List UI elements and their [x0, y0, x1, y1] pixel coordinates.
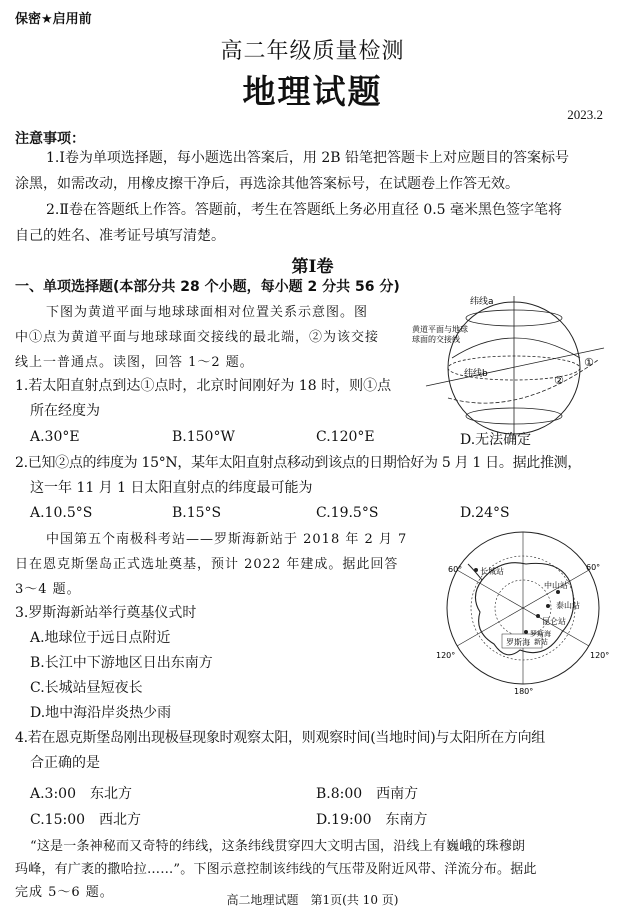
q4-option-c[interactable]: C.15:00 西北方: [30, 812, 142, 828]
q3-option-d[interactable]: D.地中海沿岸炎热少雨: [30, 705, 172, 721]
q1-line2: 所在经度为: [30, 403, 100, 419]
q4-line2: 合正确的是: [30, 755, 100, 771]
ross-sea-label: 罗斯海: [506, 638, 530, 647]
lon-180: 180°: [514, 687, 534, 696]
lon-60e: 60°: [586, 563, 601, 572]
q1-line1: 1.若太阳直射点到达①点时，北京时间刚好为 18 时，则①点: [15, 378, 392, 394]
notes-item2-line2: 自己的姓名、准考证号填写清楚。: [15, 228, 225, 244]
notes-item2-line1: 2.Ⅱ卷在答题纸上作答。答题前，考生在答题纸上务必用直径 0.5 毫米黑色签字笔将: [46, 202, 563, 218]
q3-option-a[interactable]: A.地球位于远日点附近: [30, 630, 171, 646]
notes-item1-line2: 涂黑，如需改动，用橡皮擦干净后，再选涂其他答案标号，在试题卷上作答无效。: [15, 176, 519, 192]
group3-stem-line2: 玛峰，有广袤的撒哈拉……”。下图示意控制该纬线的气压带及附近风带、洋流分布。据此: [15, 862, 537, 877]
great-wall-station: 长城站: [480, 567, 504, 576]
q1-option-b[interactable]: B.150°W: [172, 429, 235, 445]
part-heading: 一、单项选择题(本部分共 28 个小题，每小题 2 分共 56 分): [15, 279, 400, 295]
lon-60w: 60°: [448, 565, 463, 574]
exam-date: 2023.2: [567, 107, 603, 122]
q1-option-d[interactable]: D.无法确定: [460, 432, 532, 448]
exam-subtitle: 高二年级质量检测: [220, 39, 405, 64]
exam-title: 地理试题: [242, 72, 383, 111]
q1-option-c[interactable]: C.120°E: [316, 429, 375, 445]
group2-stem-line2: 日在恩克斯堡岛正式选址奠基，预计 2022 年建成。据此回答: [15, 557, 399, 572]
q2-option-b[interactable]: B.15°S: [172, 505, 222, 521]
notes-item1-line1: 1.Ⅰ卷为单项选择题，每小题选出答案后，用 2B 铅笔把答题卡上对应题目的答案标号: [46, 150, 569, 166]
intersect-label-line2: 球面的交接线: [412, 335, 460, 344]
zhongshan-station: 中山站: [544, 581, 568, 590]
group2-stem-line3: 3～4 题。: [15, 582, 81, 597]
group2-stem-line1: 中国第五个南极科考站——罗斯海新站于 2018 年 2 月 7: [46, 532, 408, 547]
group1-stem-line2: 中①点为黄道平面与地球球面交接线的最北端，②为该交接: [15, 330, 380, 345]
point2-label: ②: [554, 374, 564, 387]
group3-stem-line1: “这是一条神秘而又奇特的纬线，这条纬线贯穿四大文明古国，沿线上有巍峨的珠穆朗: [30, 839, 526, 854]
point1-label: ①: [584, 356, 594, 369]
q3-option-c[interactable]: C.长城站昼短夜长: [30, 680, 143, 696]
volume-heading: 第Ⅰ卷: [291, 257, 334, 277]
q4-option-d[interactable]: D.19:00 东南方: [316, 812, 428, 828]
ross-new-station-line2: 新站: [534, 638, 548, 646]
q4-option-b[interactable]: B.8:00 西南方: [316, 786, 419, 802]
intersect-label-line1: 黄道平面与地球: [412, 325, 468, 334]
notes-label: 注意事项：: [15, 131, 85, 147]
ecliptic-globe-figure: [408, 288, 620, 440]
q3-stem: 3.罗斯海新站举行奠基仪式时: [15, 605, 197, 621]
taishan-station: 泰山站: [556, 601, 580, 610]
q2-line2: 这一年 11 月 1 日太阳直射点的纬度最可能为: [30, 480, 313, 496]
lon-120w: 120°: [436, 651, 456, 660]
page-footer: 高二地理试题 第1页(共 10 页): [226, 893, 399, 907]
confidential-label: 保密★启用前: [15, 12, 92, 27]
weft-b-label: 纬线b: [464, 369, 488, 379]
antarctica-map: [430, 520, 616, 696]
lon-120e: 120°: [590, 651, 610, 660]
q2-option-a[interactable]: A.10.5°S: [30, 505, 93, 521]
weft-a-label: 纬线a: [470, 297, 494, 307]
group1-stem-line3: 线上一普通点。读图，回答 1～2 题。: [15, 355, 254, 370]
q4-line1: 4.若在恩克斯堡岛刚出现极昼现象时观察太阳，则观察时间(当地时间)与太阳所在方向组: [15, 730, 545, 746]
q2-option-c[interactable]: C.19.5°S: [316, 505, 379, 521]
ross-new-station-line1: 罗斯海: [530, 630, 551, 638]
q2-option-d[interactable]: D.24°S: [460, 505, 510, 521]
q4-option-a[interactable]: A.3:00 东北方: [30, 786, 132, 802]
q2-line1: 2.已知②点的纬度为 15°N，某年太阳直射点移动到该点的日期恰好为 5 月 1 日。据此推测，: [15, 455, 582, 471]
group3-stem-line3: 完成 5～6 题。: [15, 885, 114, 900]
group1-stem-line1: 下图为黄道平面与地球球面相对位置关系示意图。图: [46, 305, 369, 320]
q3-option-b[interactable]: B.长江中下游地区日出东南方: [30, 655, 213, 671]
q1-option-a[interactable]: A.30°E: [30, 429, 80, 445]
kunlun-station: 昆仑站: [542, 617, 566, 626]
